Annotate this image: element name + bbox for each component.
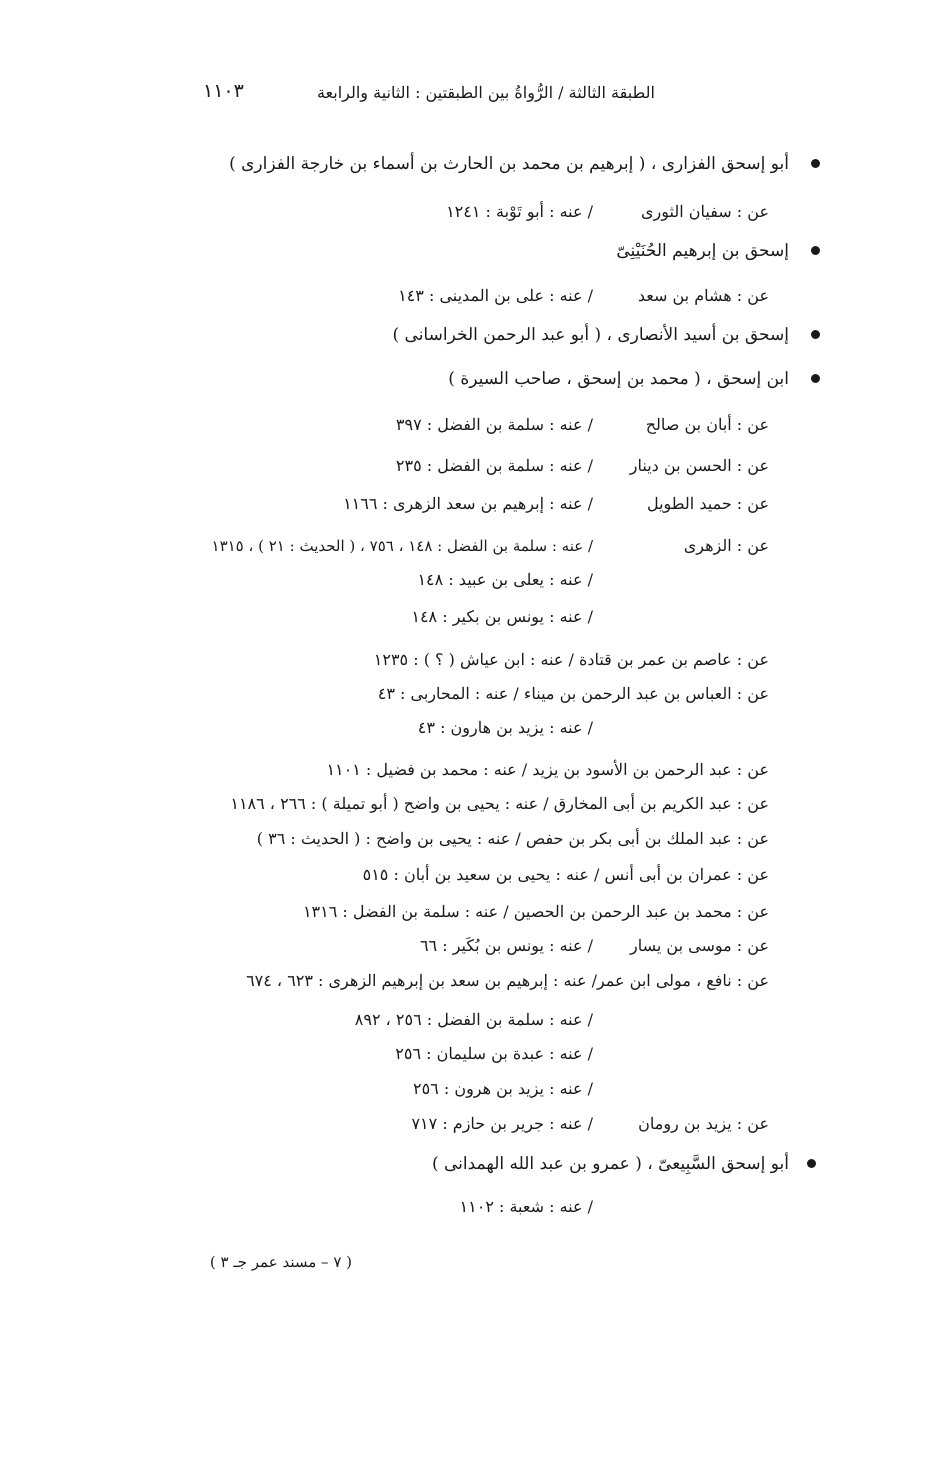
narration-line: عن : نافع ، مولى ابن عمر/ عنه : إبرهيم بن سعد بن إبرهيم الزهرى : ٦٢٣ ، ٦٧٤ — [246, 971, 769, 990]
narrator-to: / عنه : يزيد بن هارون : ٤٣ — [417, 718, 593, 737]
narrator-from: عن : الحسن بن دينار — [629, 456, 769, 475]
entry-title: ابن إسحق ، ( محمد بن إسحق ، صاحب السيرة ) — [448, 369, 789, 389]
narration-line: عن : عبد الملك بن أبى بكر بن حفص / عنه : يحيى بن واضح : ( الحديث : ٣٦ ) — [256, 829, 769, 848]
entry-title: إسحق بن أسيد الأنصارى ، ( أبو عبد الرحمن الخراسانى ) — [392, 325, 789, 345]
narration-line: عن : عمران بن أبى أنس / عنه : يحيى بن سعيد بن أبان : ٥١٥ — [362, 865, 769, 884]
running-title: الطبقة الثالثة / الرُّواةُ بين الطبقتين : الثانية والرابعة — [316, 83, 655, 102]
narrator-from: عن : يزيد بن رومان — [638, 1114, 769, 1133]
bullet-icon — [811, 330, 820, 339]
narration-line: عن : محمد بن عبد الرحمن بن الحصين / عنه : سلمة بن الفضل : ١٣١٦ — [302, 902, 769, 921]
narration-line: عن : عبد الكريم بن أبى المخارق / عنه : يحيى بن واضح ( أبو تميلة ) : ٢٦٦ ، ١١٨٦ — [230, 794, 769, 813]
narrator-from: عن : هشام بن سعد — [637, 286, 769, 305]
narrator-to: / عنه : يونس بن بُكَير : ٦٦ — [419, 936, 593, 955]
narrator-to: / عنه : سلمة بن الفضل : ٢٥٦ ، ٨٩٢ — [354, 1010, 593, 1029]
narrator-to: / عنه : على بن المدينى : ١٤٣ — [398, 286, 593, 305]
narrator-to: / عنه : يعلى بن عبيد : ١٤٨ — [417, 570, 593, 589]
narrator-to: / عنه : عبدة بن سليمان : ٢٥٦ — [395, 1044, 593, 1063]
narrator-to: / عنه : إبرهيم بن سعد الزهرى : ١١٦٦ — [343, 494, 593, 513]
narrator-to: / عنه : سلمة بن الفضل : ٣٩٧ — [395, 415, 593, 434]
bullet-icon — [811, 374, 820, 383]
entry-title: إسحق بن إبرهيم الحُنَيْنِىّ — [616, 241, 789, 261]
entry-title: أبو إسحق الفزارى ، ( إبرهيم بن محمد بن الحارث بن أسماء بن خارجة الفزارى ) — [229, 154, 789, 174]
page-number: ١١٠٣ — [203, 80, 244, 102]
narrator-to: / عنه : سلمة بن الفضل : ٢٣٥ — [395, 456, 593, 475]
narrator-from: عن : الزهرى — [683, 536, 769, 555]
bullet-icon — [811, 159, 820, 168]
narrator-from: عن : سفيان الثورى — [641, 202, 769, 221]
narration-line: عن : العباس بن عبد الرحمن بن ميناء / عنه : المحاربى : ٤٣ — [377, 684, 769, 703]
narrator-from: عن : موسى بن يسار — [630, 936, 769, 955]
narrator-to: / عنه : سلمة بن الفضل : ١٤٨ ، ٧٥٦ ، ( الحديث : ٢١ ) ، ١٣١٥ — [211, 537, 593, 555]
narrator-from: عن : أبان بن صالح — [645, 415, 769, 434]
narrator-from: عن : حميد الطويل — [646, 494, 769, 513]
narrator-to: / عنه : شعبة : ١١٠٢ — [459, 1197, 593, 1216]
narration-line: عن : عاصم بن عمر بن قتادة / عنه : ابن عياش ( ؟ ) : ١٢٣٥ — [373, 650, 769, 669]
narration-line: عن : عبد الرحمن بن الأسود بن يزيد / عنه : محمد بن فضيل : ١١٠١ — [326, 760, 769, 779]
bullet-icon — [811, 246, 820, 255]
narrator-to: / عنه : جرير بن حازم : ٧١٧ — [411, 1114, 593, 1133]
narrator-to: / عنه : يونس بن بكير : ١٤٨ — [411, 607, 593, 626]
entry-title: أبو إسحق السَّبِيعىّ ، ( عمرو بن عبد الله الهمدانى ) — [431, 1154, 789, 1174]
bullet-icon — [807, 1159, 816, 1168]
narrator-to: / عنه : أبو تَوْبة : ١٢٤١ — [446, 202, 593, 221]
narrator-to: / عنه : يزيد بن هرون : ٢٥٦ — [412, 1079, 593, 1098]
signature-mark: ( ٧ – مسند عمر جـ ٣ ) — [209, 1253, 352, 1271]
